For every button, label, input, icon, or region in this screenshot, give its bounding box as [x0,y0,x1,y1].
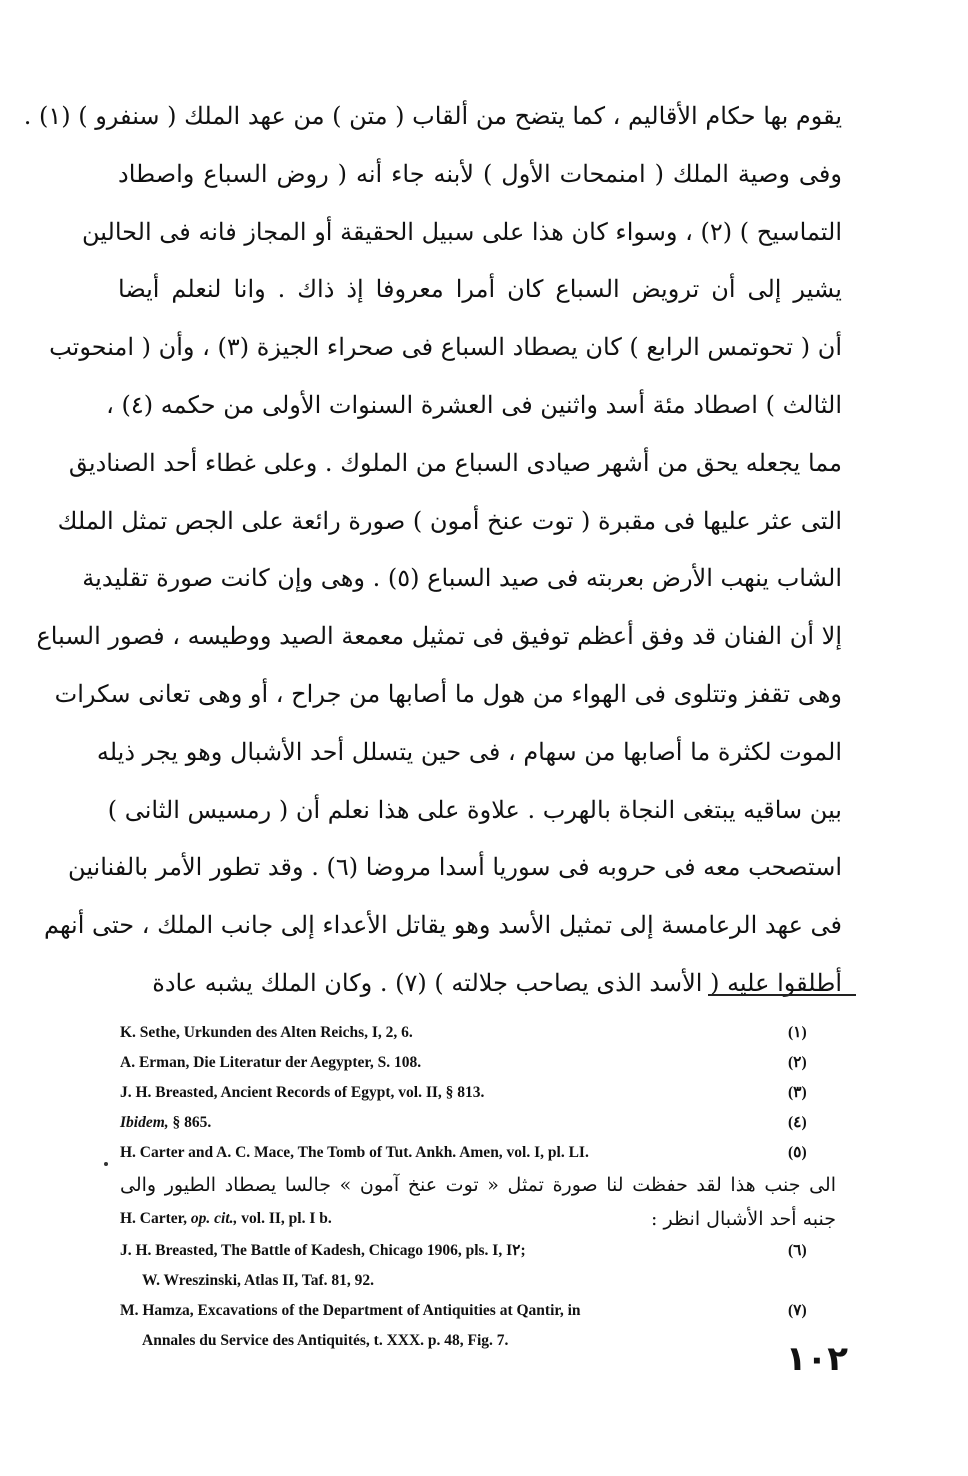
text-line: فى عهد الرعامسة إلى تمثيل الأسد وهو يقاتل الأعداء إلى جانب الملك ، حتى أنهم [44,911,842,940]
op-cit-label: op. cit., [190,1210,238,1227]
ink-speck [104,1162,108,1166]
footnote-citation: M. Hamza, Excavations of the Department of Antiquities at Qantir, in [120,1302,581,1319]
text-line: الموت لكثرة ما أصابها من سهام ، فى حين يتسلل أحد الأشبال وهو يجر ذيله [96,737,842,766]
footnote-separator [708,994,856,996]
text-line: الثالث ) اصطاد مئة أسد واثنين فى العشرة السنوات الأولى من حكمه (٤) ، [106,390,842,419]
footnote-citation: H. Carter and A. C. Mace, The Tomb of Tut. Ankh. Amen, vol. I, pl. LI. [120,1144,589,1161]
text-line: وهى تقفز وتتلوى فى الهواء من هول ما أصابها من جراح ، أو وهى تعانى سكرات [54,679,842,708]
text-line: أطلقوا عليه ( الأسد الذى يصاحب جلالته ) (٧) . وكان الملك يشبه عادة [152,968,842,997]
footnote-number: (٥) [788,1144,807,1161]
text-line: التماسيح ) (٢) ، وسواء كان هذا على سبيل الحقيقة أو المجاز فانه فى الحالين [82,217,842,246]
footnote-citation: W. Wreszinski, Atlas II, Taf. 81, 92. [142,1272,374,1289]
ibidem-label: Ibidem, [120,1114,169,1131]
footnote-mixed-line [120,1202,836,1236]
footnote-arabic-line: جنبه أحد الأشبال انظر : [651,1208,836,1230]
text-line: بين ساقيه يبتغى النجاة بالهرب . علاوة على هذا نعلم أن ( رمسيس الثانى ) [107,795,842,824]
text-line: الشاب ينهب الأرض بعربته فى صيد السباع (٥) . وهى وإن كانت صورة تقليدية [82,564,842,593]
footnote-citation: J. H. Breasted, Ancient Records of Egypt, vol. II, § 813. [120,1084,485,1101]
footnote-citation: J. H. Breasted, The Battle of Kadesh, Chicago 1906, pls. I, I٢; [120,1242,526,1259]
footnote [120,1296,836,1326]
footnote-number: (٤) [788,1114,807,1131]
footnote-number: (٣) [788,1084,807,1101]
text-line: مما يجعله يحق من أشهر صيادى السباع من الملوك . وعلى غطاء أحد الصناديق [68,448,842,477]
footnote-continuation [120,1326,836,1356]
footnote [120,1236,836,1266]
footnote-citation: A. Erman, Die Literatur der Aegypter, S. 108. [120,1054,422,1071]
text-line: أن ( تحوتمس الرابع ) كان يصطاد السباع فى صحراء الجيزة (٣) ، وأن ( امنحوتب [49,333,842,362]
footnote-number: (٧) [788,1302,807,1319]
footnote-continuation [120,1266,836,1296]
footnote-citation: K. Sethe, Urkunden des Alten Reichs, I, 2, 6. [120,1024,413,1041]
citation-volume: vol. II, pl. I b. [237,1210,332,1227]
text-line: وفى وصية الملك ( امنمحات الأول ) لأبنه جاء أنه ( روض السباع واصطاد [118,159,842,188]
footnote-number: (٦) [788,1242,807,1259]
footnote [120,1048,836,1078]
text-line: التى عثر عليها فى مقبرة ( توت عنخ أمون ) صورة رائعة على الجص تمثل الملك [57,506,842,535]
footnote-citation [120,1108,776,1138]
footnote-arabic-line: الى جنب هذا لقد حفظت لنا صورة تمثل « توت عنخ آمون » جالسا يصطاد الطيور والى [120,1174,836,1196]
footnote [120,1108,836,1138]
footnote [120,1138,836,1168]
footnote-citation: Annales du Service des Antiquités, t. XXX. p. 48, Fig. 7. [142,1332,509,1349]
footnote-number: (١) [788,1024,807,1041]
footnote [120,1078,836,1108]
text-line: استصحب معه فى حروبه فى سوريا أسدا مروضا (٦) . وقد تطور الأمر بالفنانين [68,853,842,882]
page-number: ١٠٢ [785,1339,848,1379]
main-text [23,88,842,1013]
text-line: يشير إلى أن ترويض السباع كان أمرا معروفا إذ ذاك . وانا لنعلم أيضا [118,275,842,304]
footnotes [120,1018,836,1356]
footnote-citation-rest: § 865. [168,1114,212,1131]
footnote [120,1018,836,1048]
text-line: إلا أن الفنان قد وفق أعظم توفيق فى تمثيل معمعة الصيد ووطيسه ، فصور السباع [36,622,842,651]
citation-author: H. Carter, [120,1210,191,1227]
text-line: يقوم بها حكام الأقاليم ، كما يتضح من ألقاب ( متن ) من عهد الملك ( سنفرو ) (١) . [23,102,842,130]
footnote-citation [120,1202,332,1236]
footnote-number: (٢) [788,1054,807,1071]
